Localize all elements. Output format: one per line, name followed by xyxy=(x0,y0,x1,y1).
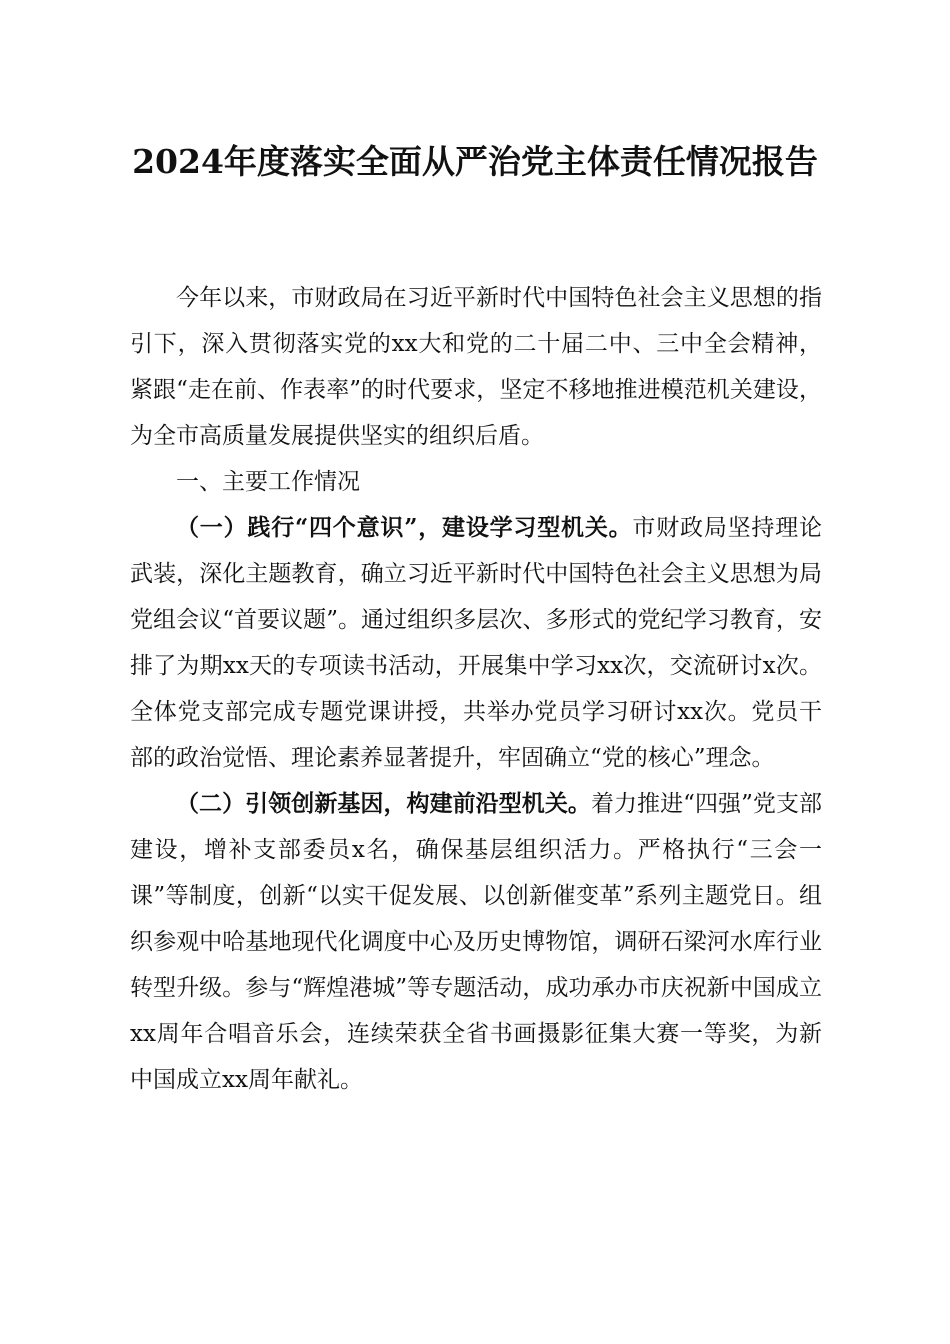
item-1-text: 市财政局坚持理论武装，深化主题教育，确立习近平新时代中国特色社会主义思想为局党组会议“首要议题”。通过组织多层次、多形式的党纪学习教育，安排了为期xx天的专项读书活动，开展集中学习xx次，交流研讨x次。全体党支部完成专题党课讲授，共举办党员学习研讨xx次。党员干部的政治觉悟、理论素养显著提升，牢固确立“党的核心”理念。 xyxy=(130,515,823,771)
item-1-lead: （一）践行“四个意识”，建设学习型机关。 xyxy=(176,514,633,541)
item-2-text: 着力推进“四强”党支部建设，增补支部委员x名，确保基层组织活力。严格执行“三会一课”等制度，创新“以实干促发展、以创新催变革”系列主题党日。组织参观中哈基地现代化调度中心及历史博物馆，调研石梁河水库行业转型升级。参与“辉煌港城”等专题活动，成功承办市庆祝新中国成立xx周年合唱音乐会，连续荣获全省书画摄影征集大赛一等奖，为新中国成立xx周年献礼。 xyxy=(130,791,822,1093)
item-2-lead: （二）引领创新基因，构建前沿型机关。 xyxy=(176,790,591,817)
intro-paragraph: 今年以来，市财政局在习近平新时代中国特色社会主义思想的指引下，深入贯彻落实党的xx大和党的二十届二中、三中全会精神，紧跟“走在前、作表率”的时代要求，坚定不移地推进模范机关建设，为全市高质量发展提供坚实的组织后盾。 xyxy=(130,285,822,449)
item-1-paragraph xyxy=(130,505,822,781)
document-title: 2024年度落实全面从严治党主体责任情况报告 xyxy=(132,142,818,181)
document-body xyxy=(130,275,822,1103)
section-heading: 一、主要工作情况 xyxy=(176,469,360,495)
item-2-paragraph xyxy=(130,781,822,1103)
